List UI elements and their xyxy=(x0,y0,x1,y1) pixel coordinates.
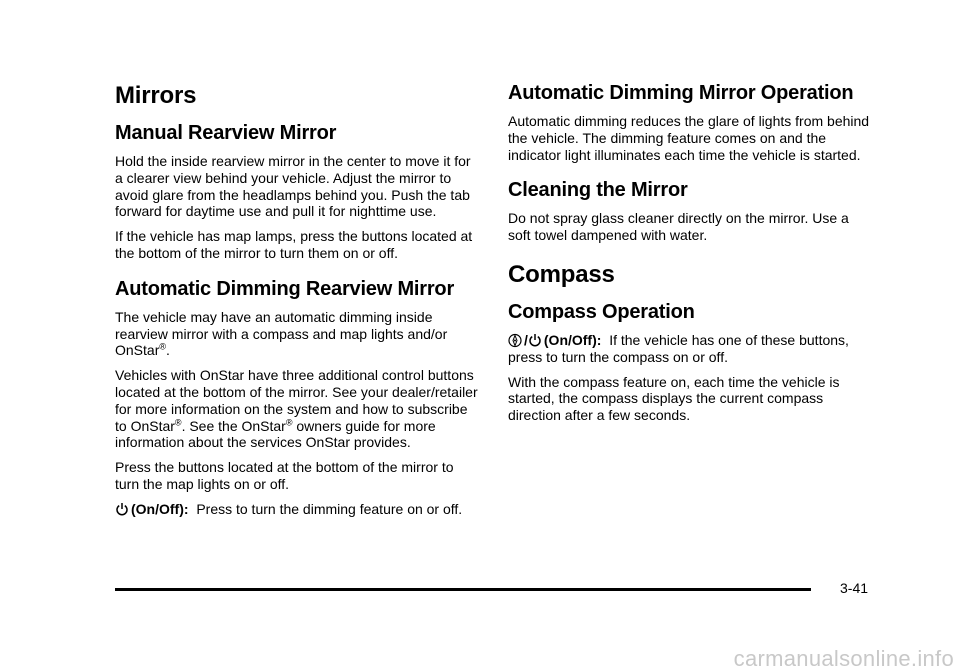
footer-rule xyxy=(115,588,811,591)
compass-onoff-term: (On/Off): xyxy=(543,331,602,348)
heading-cleaning-the-mirror: Cleaning the Mirror xyxy=(508,179,688,202)
page-number: 3-41 xyxy=(840,580,869,596)
auto-p1-text: The vehicle may have an automatic dimming inside rearview mirror with a compass and map lights and/or OnStar xyxy=(115,308,448,359)
power-icon xyxy=(528,333,542,348)
manual-paragraph-1: Hold the inside rearview mirror in the center to move it for a clearer view behind your vehicle. Adjust the mirror to avoid glare from the headlamps behind you. Push the tab forward for daytime use and pull it for nighttime use. xyxy=(115,153,471,220)
registered-mark: ® xyxy=(174,416,182,427)
auto-p2-a: Vehicles with OnStar have three additional control buttons located at the bottom of the mirror. See your dealer/retailer for more information on the system and how to subscribe to OnStar xyxy=(115,367,478,434)
heading-compass-operation: Compass Operation xyxy=(508,300,695,323)
dimming-onoff-line xyxy=(115,501,481,518)
manual-paragraph-2: If the vehicle has map lamps, press the buttons located at the bottom of the mirror to turn them on or off. xyxy=(115,228,473,261)
cleaning-paragraph-1: Do not spray glass cleaner directly on the mirror. Use a soft towel dampened with water. xyxy=(508,210,849,244)
compass-onoff-desc-a: If the vehicle has one of these buttons, xyxy=(609,331,849,348)
heading-automatic-dimming-mirror-operation: Automatic Dimming Mirror Operation xyxy=(508,82,854,104)
compass-paragraph-2: With the compass feature on, each time the vehicle is started, the compass displays the current compass direction after a few seconds. xyxy=(508,373,840,424)
auto-paragraph-1 xyxy=(115,309,481,359)
registered-mark: ® xyxy=(159,341,166,352)
watermark: carmanualsonline.info xyxy=(733,646,954,671)
section-title-compass: Compass xyxy=(508,260,615,288)
compass-onoff-paragraph xyxy=(508,332,874,366)
compass-icon xyxy=(508,333,522,348)
section-title-mirrors: Mirrors xyxy=(115,82,197,109)
heading-automatic-dimming-rearview-mirror: Automatic Dimming Rearview Mirror xyxy=(115,277,455,300)
onoff-term: (On/Off): xyxy=(131,500,189,517)
right-column xyxy=(508,82,874,432)
compass-onoff-line xyxy=(508,332,849,348)
auto-paragraph-3: Press the buttons located at the bottom of the mirror to turn the map lights on or off. xyxy=(115,459,454,492)
auto-p1-end: . xyxy=(166,342,170,359)
auto-p2-c: owners guide for more information about the services OnStar provides. xyxy=(115,417,436,451)
compass-slash: / xyxy=(524,331,528,348)
auto-paragraph-2 xyxy=(115,367,481,451)
operation-paragraph-1: Automatic dimming reduces the glare of lights from behind the vehicle. The dimming feature comes on and the indicator light illuminates each time the vehicle is started. xyxy=(508,113,870,163)
power-icon xyxy=(115,502,129,517)
registered-mark: ® xyxy=(285,416,293,427)
heading-manual-rearview-mirror: Manual Rearview Mirror xyxy=(115,122,337,144)
left-column xyxy=(115,82,481,526)
auto-p2-b: . See the OnStar xyxy=(181,417,286,434)
compass-onoff-desc-b: press to turn the compass on or off. xyxy=(508,348,728,365)
onoff-description: Press to turn the dimming feature on or off. xyxy=(196,500,463,517)
